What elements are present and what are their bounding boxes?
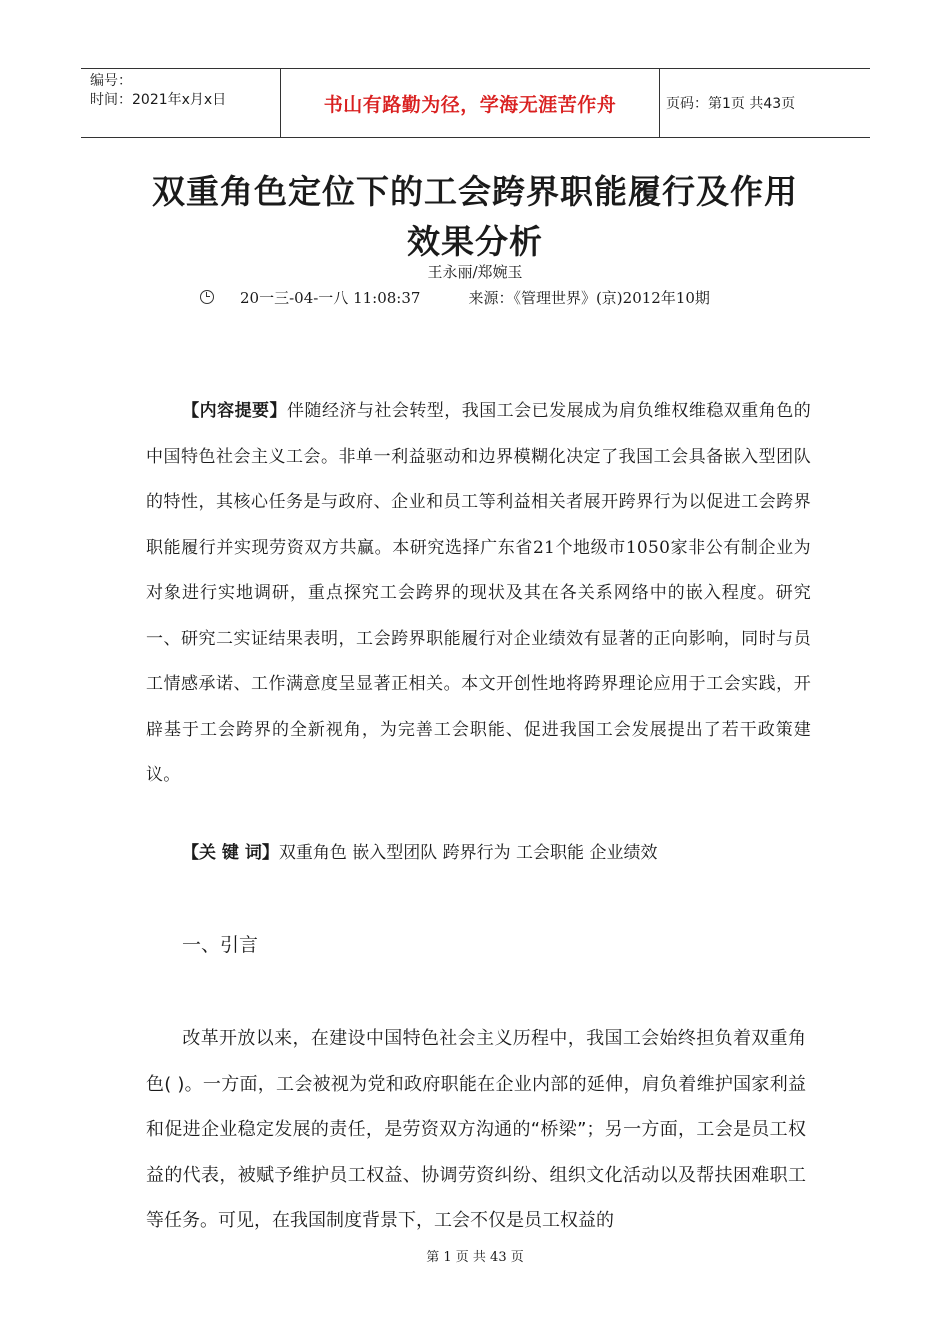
keywords-text: 双重角色 嵌入型团队 跨界行为 工会职能 企业绩效: [278, 843, 658, 863]
page-footer: 第 1 页 共 43 页: [426, 1250, 524, 1265]
keywords-label: 【关 键 词】: [182, 843, 279, 863]
article-source: 来源：《管理世界》(京)2012年10期: [468, 289, 710, 307]
article-meta: [200, 287, 710, 308]
article-title-line2: 效果分析: [407, 222, 543, 261]
article-authors: 王永丽/郑婉玉: [427, 263, 523, 281]
number-label: 编号：: [90, 73, 132, 89]
article-title-line1: 双重角色定位下的工会跨界职能履行及作用: [152, 172, 798, 211]
keywords-line: [182, 838, 657, 863]
body-text: 改革开放以来，在建设中国特色社会主义历程中，我国工会始终担负着双重角色( )。一方面，工会被视为党和政府职能在企业内部的延伸，肩负着维护国家利益和促进企业稳定发展的责任，是劳资双方沟通的“桥梁”；另一方面，工会是员工权益的代表，被赋予维护员工权益、协调劳资纠纷、组织文化活动以及帮扶困难职工等任务。可见，在我国制度背景下，工会不仅是员工权益的: [146, 1028, 806, 1231]
section-heading: 一、引言: [182, 934, 259, 956]
header-page-code: 页码：第1页 共43页: [666, 96, 796, 112]
clock-icon: [200, 290, 214, 304]
abstract-label: 【内容提要】: [182, 401, 288, 421]
abstract-text: 伴随经济与社会转型，我国工会已发展成为肩负维权维稳双重角色的中国特色社会主义工会。非单一利益驱动和边界模糊化决定了我国工会具备嵌入型团队的特性，其核心任务是与政府、企业和员工等利益相关者展开跨界行为以促进工会跨界职能履行并实现劳资双方共赢。本研究选择广东省21个地级市1050家非公有制企业为对象进行实地调研，重点探究工会跨界的现状及其在各关系网络中的嵌入程度。研究一、研究二实证结果表明，工会跨界职能履行对企业绩效有显著的正向影响，同时与员工情感承诺、工作满意度呈显著正相关。本文开创性地将跨界理论应用于工会实践，开辟基于工会跨界的全新视角，为完善工会职能、促进我国工会发展提出了若干政策建议。: [146, 401, 811, 785]
article-datetime: 20一三-04-一八 11:08:37: [240, 289, 421, 307]
abstract-paragraph: [146, 389, 811, 799]
document-header: [81, 68, 870, 138]
header-info-cell: [81, 69, 281, 137]
header-motto: 书山有路勤为径，学海无涯苦作舟: [281, 69, 660, 137]
time-label: 时间：2021年x月x日: [90, 92, 227, 108]
body-paragraph: [146, 1016, 806, 1244]
